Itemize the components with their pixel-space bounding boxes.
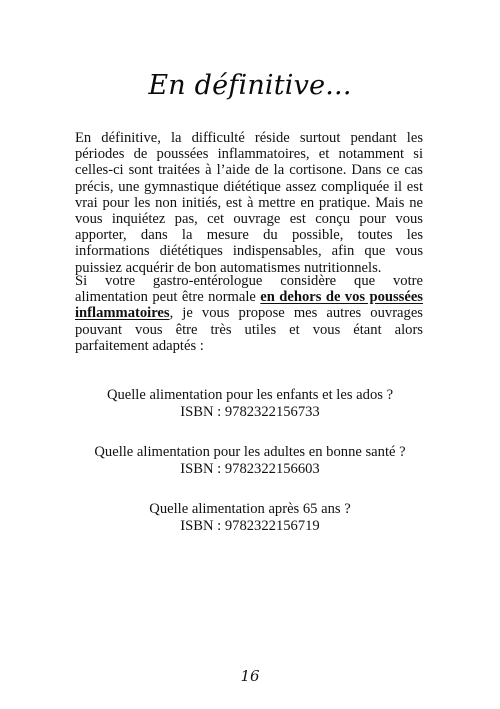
emphasized-phrase: en dehors de vos poussées inflammatoires (75, 289, 423, 322)
book-reference (0, 387, 500, 420)
book-title: Quelle alimentation après 65 ans ? (149, 501, 351, 517)
chapter-title: En définitive... (148, 70, 352, 101)
recommendation-text-end: , je vous propose mes autres ouvrages pouvant vous être très utiles et vous étant alors parfaitement adaptés : (75, 305, 423, 354)
book-title: Quelle alimentation pour les adultes en bonne santé ? (94, 444, 406, 460)
intro-paragraph: En définitive, la difficulté réside surtout pendant les périodes de poussées inflammatoires, et notamment si celles-ci sont traitées à l’aide de la cortisone. Dans ce cas précis, une gymnastique diététique assez compliquée il est vrai pour les non initiés, est à mettre en pratique. Mais ne vous inquiétez pas, cet ouvrage est conçu pour vous apporter, dans la mesure du possible, toutes les informations diététiques indispensables, afin que vous puissiez acquérir de bon automatismes nutritionnels. (75, 130, 423, 276)
book-isbn: ISBN : 9782322156719 (180, 517, 320, 534)
page-number: 16 (240, 667, 260, 685)
book-reference (0, 501, 500, 534)
book-reference (0, 444, 500, 477)
recommendation-paragraph (75, 273, 423, 354)
book-isbn: ISBN : 9782322156603 (180, 460, 320, 477)
recommendation-text-start: Si votre gastro-entérologue considère que votre alimentation peut être normale (75, 273, 423, 306)
book-title: Quelle alimentation pour les enfants et les ados ? (106, 387, 394, 403)
book-isbn: ISBN : 9782322156733 (180, 403, 320, 420)
